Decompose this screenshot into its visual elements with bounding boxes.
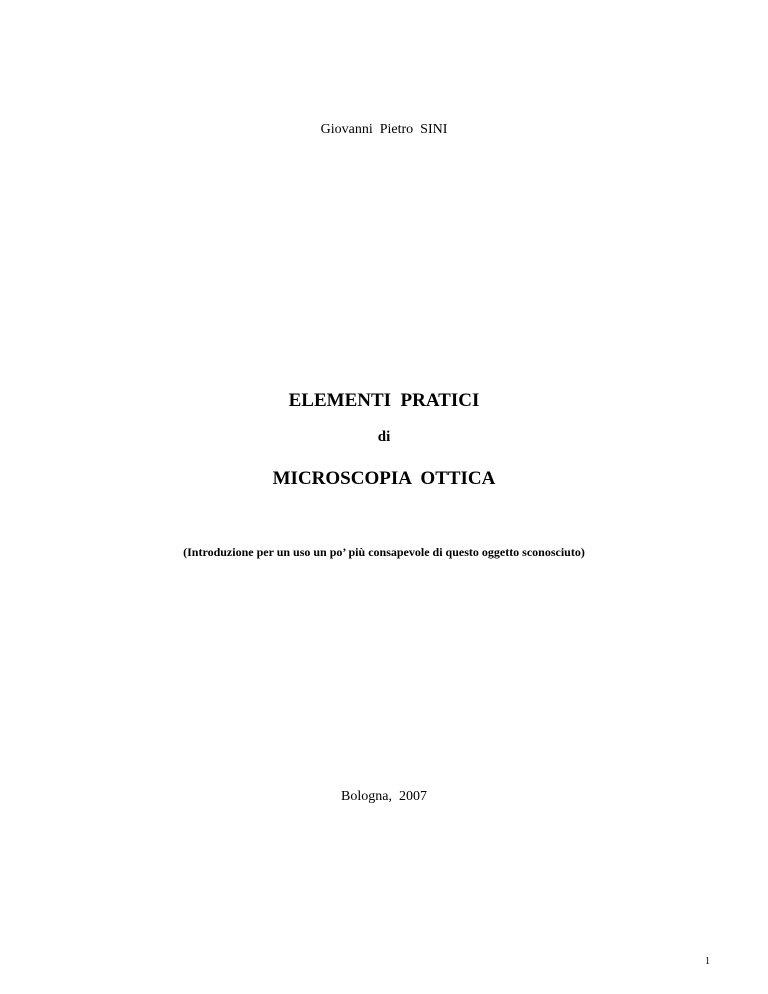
- title-line-2: di: [377, 429, 391, 445]
- subtitle: (Introduzione per un uso un po’ più consapevole di questo oggetto sconosciuto): [183, 545, 585, 559]
- title-line-1: ELEMENTI PRATICI: [288, 390, 480, 411]
- title-line-3: MICROSCOPIA OTTICA: [272, 468, 496, 489]
- page-number: 1: [705, 956, 710, 967]
- author-name: Giovanni Pietro SINI: [320, 122, 448, 137]
- place-and-date: Bologna, 2007: [341, 789, 427, 804]
